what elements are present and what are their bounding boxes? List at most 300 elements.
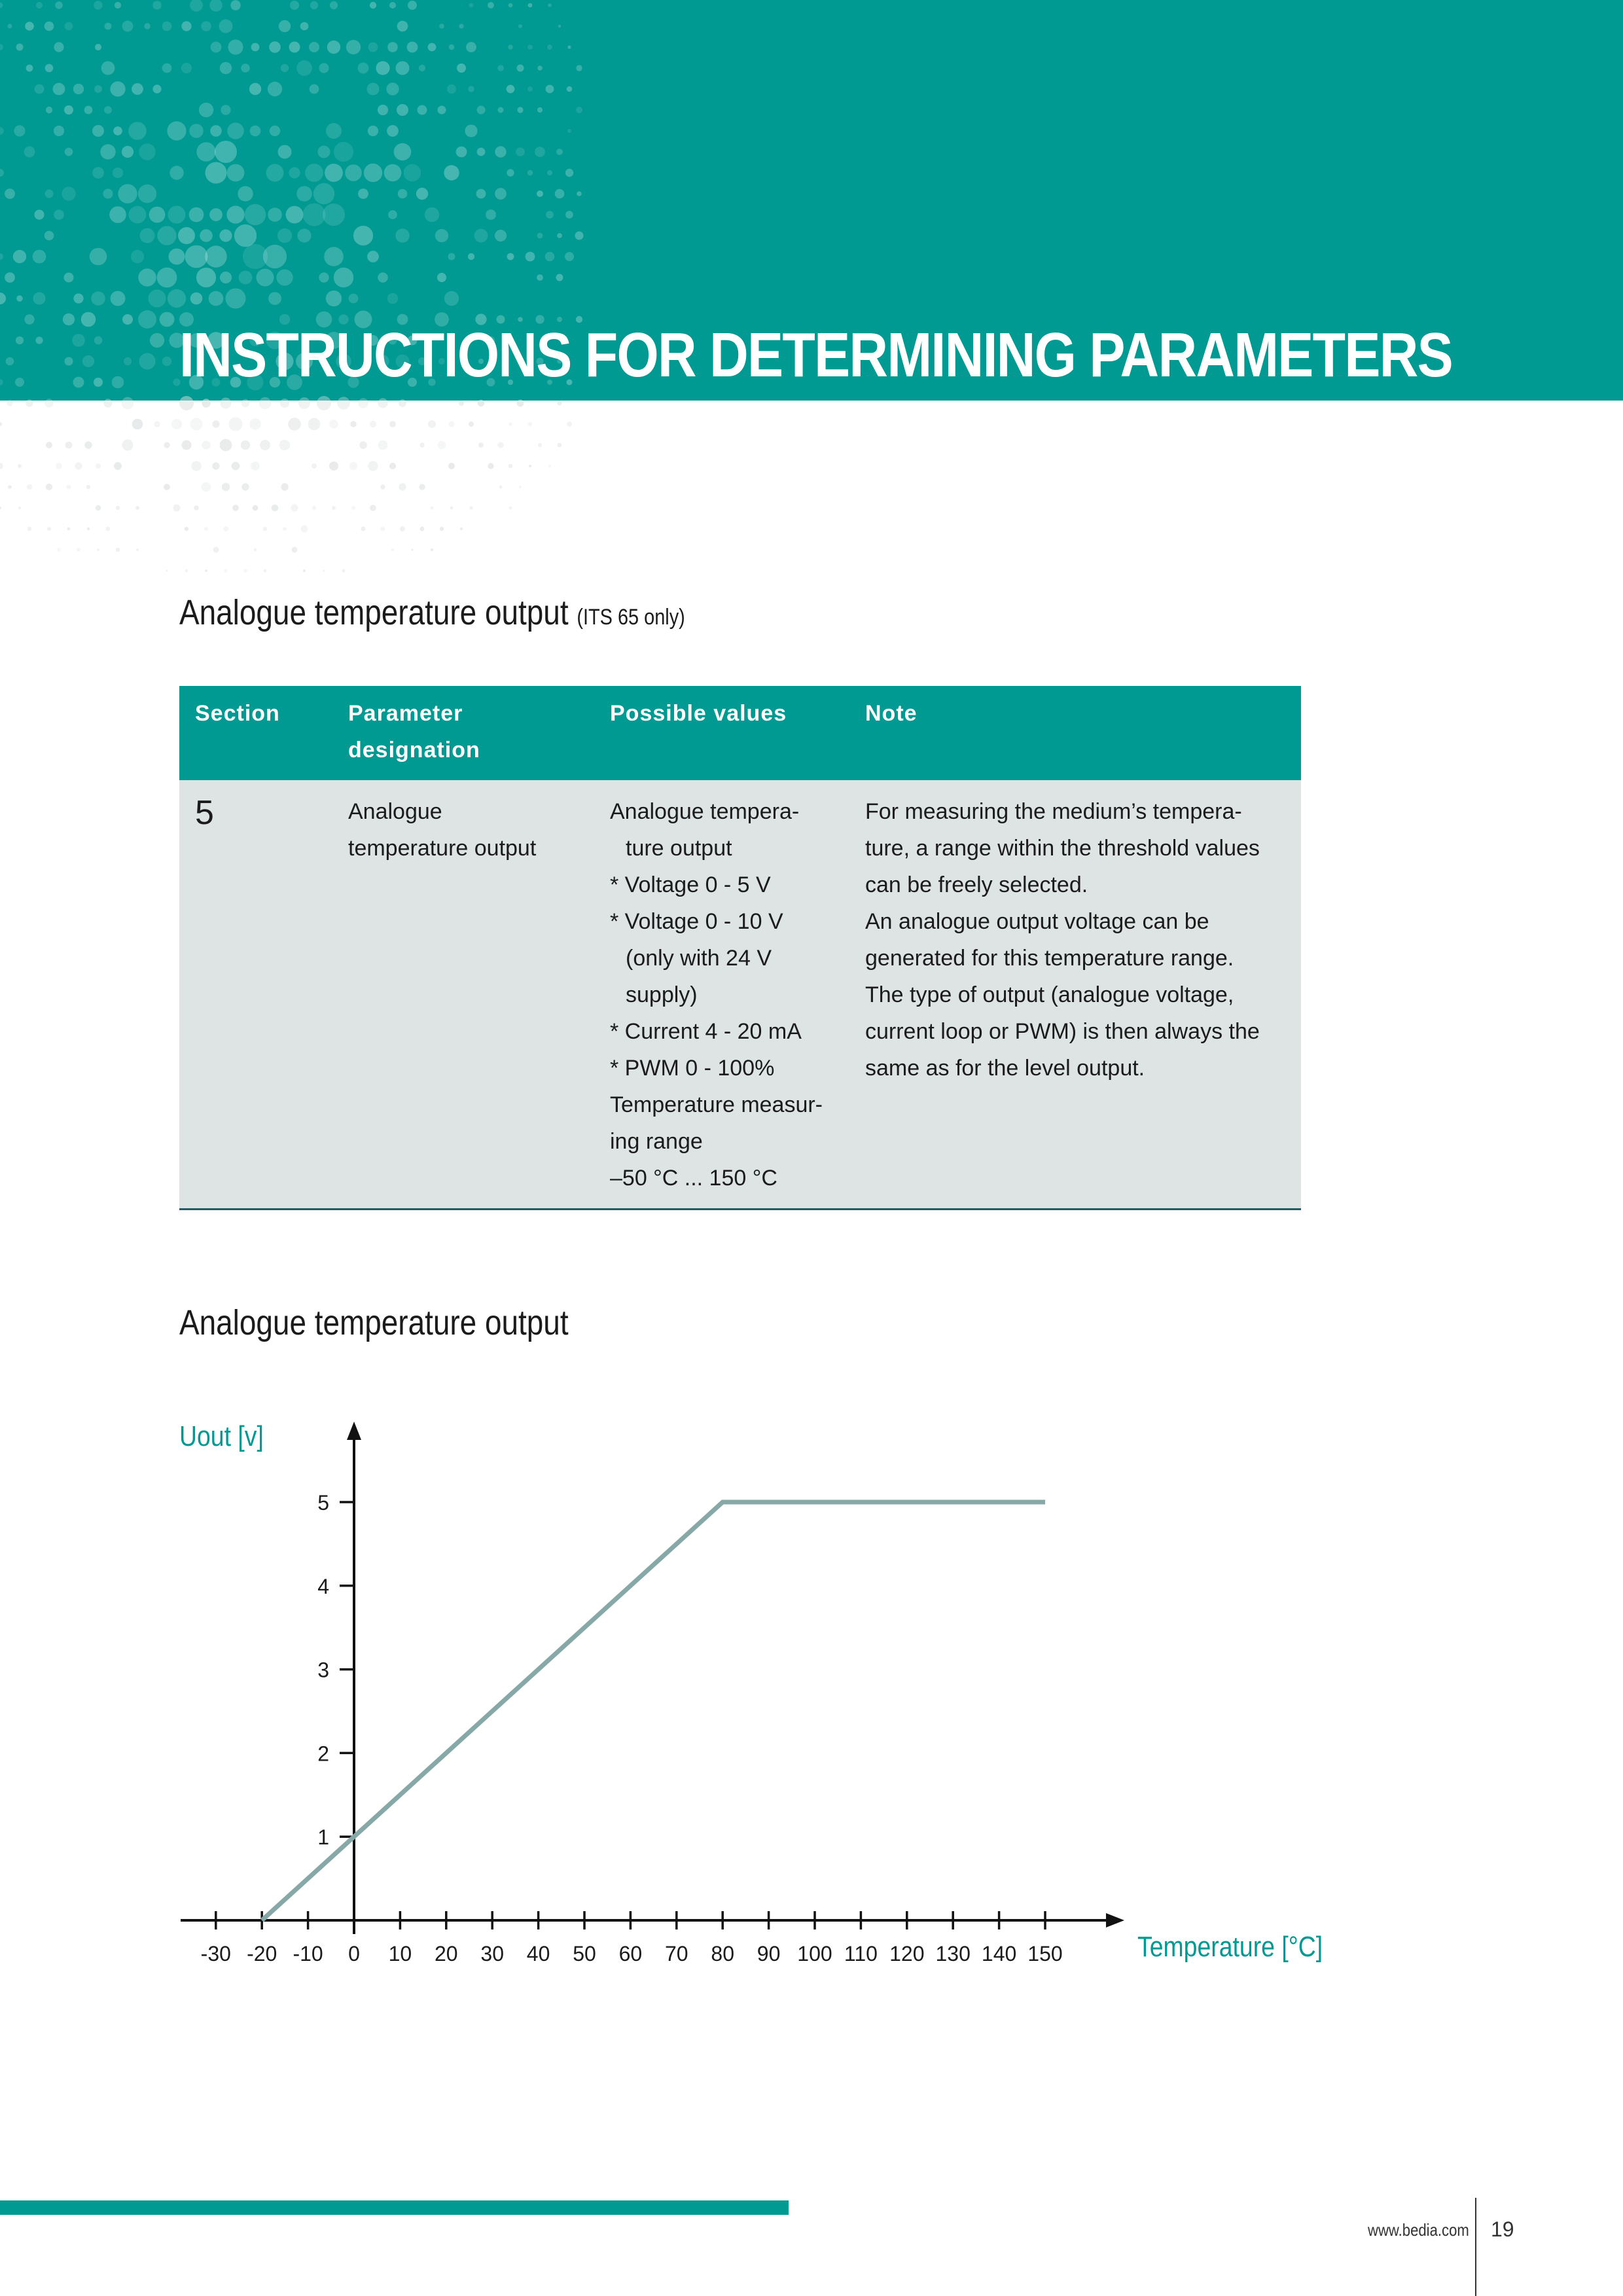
output-voltage-line	[262, 1502, 1045, 1920]
decorative-dot	[358, 63, 369, 74]
decorative-dot	[202, 399, 210, 407]
x-tick-label: 100	[797, 1942, 832, 1965]
decorative-dot	[558, 25, 561, 27]
decorative-dot	[407, 42, 418, 53]
decorative-dot	[0, 44, 3, 50]
decorative-dot	[272, 505, 279, 512]
x-tick-label: 120	[889, 1942, 925, 1965]
decorative-dot	[238, 186, 253, 201]
x-tick-label: 90	[757, 1942, 781, 1965]
decorative-dot	[387, 125, 399, 137]
decorative-dot	[349, 294, 359, 304]
decorative-dot	[82, 355, 94, 367]
decorative-dot	[387, 42, 398, 52]
decorative-dot	[154, 421, 160, 427]
decorative-dot	[346, 40, 361, 54]
decorative-dot	[254, 548, 257, 552]
cell-parameter	[332, 780, 594, 1210]
decorative-dot	[138, 310, 156, 329]
decorative-dot	[27, 484, 32, 490]
decorative-dot	[577, 191, 581, 196]
decorative-dot	[449, 422, 455, 427]
decorative-dot	[122, 314, 133, 325]
decorative-dot	[6, 357, 14, 366]
decorative-dot	[209, 0, 223, 12]
decorative-dot	[243, 569, 247, 573]
decorative-dot	[189, 124, 204, 138]
decorative-dot	[278, 145, 292, 159]
decorative-dot	[181, 21, 191, 31]
value-line: (only with 24 V	[626, 946, 772, 971]
y-axis-label: Uout [v]	[179, 1420, 264, 1452]
decorative-dot	[220, 272, 232, 283]
decorative-dot	[199, 103, 213, 117]
decorative-dot	[33, 292, 45, 304]
decorative-dot	[54, 42, 63, 52]
decorative-dot	[132, 419, 143, 430]
decorative-dot	[113, 168, 123, 178]
x-tick-label: -30	[200, 1942, 231, 1965]
decorative-dot	[444, 291, 459, 306]
decorative-dot	[46, 107, 52, 113]
decorative-dot	[537, 190, 543, 197]
decorative-dot	[290, 1, 299, 10]
table-section-heading	[179, 592, 685, 633]
decorative-dot	[205, 569, 207, 572]
decorative-dot	[444, 165, 459, 180]
parameter-table	[179, 686, 1301, 1210]
header-param-line: Parameter	[348, 701, 463, 726]
decorative-dot	[228, 39, 243, 54]
decorative-dot	[345, 164, 362, 181]
decorative-dot	[226, 206, 244, 223]
decorative-dot	[232, 505, 239, 511]
decorative-dot	[368, 43, 378, 52]
decorative-dot	[116, 548, 120, 552]
decorative-dot	[65, 22, 73, 31]
decorative-dot	[474, 229, 488, 243]
decorative-dot	[529, 465, 531, 467]
y-tick-label: 1	[317, 1825, 329, 1850]
footer-accent-bar	[0, 2200, 789, 2215]
decorative-dot	[45, 22, 54, 31]
decorative-dot	[257, 269, 274, 287]
decorative-dot	[535, 147, 545, 157]
decorative-dot	[55, 1, 63, 9]
y-tick-label: 3	[317, 1658, 329, 1682]
decorative-dot	[16, 295, 23, 302]
decorative-dot	[378, 440, 388, 450]
decorative-dot	[279, 20, 291, 32]
decorative-dot	[16, 44, 24, 51]
decorative-dot	[46, 442, 52, 448]
decorative-dot	[215, 141, 237, 163]
decorative-dot	[416, 188, 428, 200]
table-row	[179, 780, 1301, 1210]
decorative-dot	[387, 293, 399, 304]
y-tick-label: 5	[317, 1491, 329, 1515]
decorative-dot	[162, 63, 172, 73]
decorative-dot	[300, 22, 309, 31]
decorative-dot	[0, 507, 1, 509]
decorative-dot	[364, 164, 382, 182]
value-line: supply)	[626, 982, 698, 1007]
decorative-dot	[334, 142, 353, 162]
decorative-dot	[486, 209, 496, 220]
header-possible-values: Possible values	[594, 686, 849, 780]
decorative-dot	[114, 462, 122, 470]
decorative-dot	[196, 268, 216, 287]
decorative-dot	[548, 465, 551, 467]
decorative-dot	[7, 24, 12, 28]
decorative-dot	[419, 65, 425, 71]
decorative-dot	[527, 86, 533, 92]
decorative-dot	[361, 526, 365, 531]
decorative-dot	[478, 442, 484, 448]
decorative-dot	[122, 397, 134, 410]
decorative-dot	[124, 357, 132, 365]
decorative-dot	[399, 399, 406, 407]
note-line: current loop or PWM) is then always the	[865, 1019, 1260, 1044]
decorative-dot	[312, 463, 317, 469]
decorative-dot	[507, 169, 514, 176]
decorative-dot	[260, 440, 270, 450]
decorative-dot	[264, 569, 267, 573]
decorative-dot	[72, 334, 85, 347]
decorative-dot	[497, 65, 504, 71]
decorative-dot	[527, 170, 533, 176]
decorative-dot	[116, 506, 120, 510]
decorative-dot	[167, 121, 186, 140]
decorative-dot	[268, 82, 282, 96]
cell-section: 5	[179, 780, 332, 1210]
footer-url: www.bedia.com	[1368, 2220, 1469, 2240]
decorative-dot	[495, 146, 506, 157]
decorative-dot	[97, 548, 99, 550]
decorative-dot	[326, 291, 342, 306]
decorative-dot	[263, 527, 268, 531]
decorative-dot	[152, 1, 162, 10]
decorative-dot	[545, 252, 554, 261]
decorative-dot	[129, 206, 147, 224]
decorative-dot	[222, 483, 230, 492]
decorative-dot	[516, 147, 525, 156]
decorative-dot	[103, 399, 112, 407]
decorative-dot	[190, 418, 202, 430]
decorative-dot	[395, 228, 409, 242]
decorative-dot	[122, 439, 133, 450]
footer-divider	[1475, 2198, 1476, 2296]
decorative-dot	[468, 86, 474, 92]
decorative-dot	[370, 421, 376, 427]
decorative-dot	[289, 167, 300, 178]
page-title: INSTRUCTIONS FOR DETERMINING PARAMETERS	[179, 320, 1452, 390]
decorative-dot	[35, 84, 45, 94]
decorative-dot	[380, 484, 385, 489]
decorative-dot	[8, 485, 12, 489]
decorative-dot	[288, 418, 301, 431]
chart-section-heading: Analogue temperature output	[179, 1303, 569, 1342]
decorative-dot	[259, 397, 271, 409]
decorative-dot	[411, 548, 413, 550]
decorative-dot	[425, 207, 440, 223]
y-tick-label: 2	[317, 1742, 329, 1766]
decorative-dot	[201, 21, 211, 31]
decorative-dot	[81, 312, 96, 327]
decorative-dot	[507, 253, 514, 260]
decorative-dot	[171, 419, 182, 429]
decorative-dot	[358, 398, 368, 408]
decorative-dot	[24, 314, 34, 324]
decorative-dot	[249, 418, 261, 430]
decorative-dot	[96, 463, 101, 469]
decorative-dot	[323, 569, 325, 572]
decorative-dot	[508, 506, 512, 509]
decorative-dot	[268, 207, 282, 222]
decorative-dot	[54, 209, 64, 220]
decorative-dot	[0, 169, 4, 177]
decorative-dot	[368, 461, 378, 471]
decorative-dot	[100, 144, 115, 159]
decorative-dot	[220, 439, 232, 452]
decorative-dot	[277, 228, 292, 243]
x-tick-label: -20	[247, 1942, 277, 1965]
cell-values	[594, 780, 849, 1210]
decorative-dot	[266, 164, 284, 182]
decorative-dot	[310, 84, 319, 94]
decorative-dot	[305, 164, 323, 182]
decorative-dot	[508, 464, 512, 468]
decorative-dot	[477, 106, 486, 115]
decorative-dot	[312, 506, 316, 510]
decorative-dot	[224, 569, 228, 573]
decorative-dot	[234, 224, 257, 247]
x-tick-label: -10	[293, 1942, 323, 1965]
decorative-dot	[397, 21, 408, 32]
decorative-dot	[394, 143, 412, 161]
decorative-dot	[26, 399, 33, 406]
decorative-dot	[0, 253, 3, 260]
decorative-dot	[323, 204, 345, 226]
decorative-dot	[537, 65, 543, 71]
decorative-dot	[537, 107, 543, 113]
decorative-dot	[389, 2, 396, 9]
decorative-dot	[239, 271, 253, 285]
decorative-dot	[13, 250, 26, 263]
decorative-dot	[334, 268, 353, 287]
decorative-dot	[144, 23, 150, 29]
decorative-dot	[157, 268, 177, 288]
decorative-dot	[223, 526, 228, 531]
decorative-dot	[469, 506, 473, 509]
decorative-dot	[211, 42, 222, 53]
decorative-dot	[419, 484, 425, 490]
decorative-dot	[370, 2, 376, 9]
decorative-dot	[112, 376, 124, 389]
decorative-dot	[212, 420, 219, 427]
decorative-dot	[350, 421, 356, 427]
heading-suffix: (ITS 65 only)	[577, 605, 685, 630]
decorative-dot	[495, 188, 507, 200]
decorative-dot	[251, 43, 260, 52]
decorative-dot	[428, 43, 437, 52]
decorative-dot	[435, 229, 448, 242]
decorative-dot	[232, 462, 240, 471]
decorative-dot	[221, 398, 232, 409]
decorative-dot	[546, 85, 554, 94]
decorative-dot	[517, 400, 524, 407]
decorative-dot	[0, 3, 3, 9]
decorative-dot	[110, 81, 125, 96]
decorative-dot	[26, 65, 33, 72]
decorative-dot	[396, 62, 410, 75]
decorative-dot	[205, 245, 226, 267]
decorative-dot	[205, 162, 227, 184]
decorative-dot	[528, 422, 532, 426]
decorative-dot	[139, 143, 156, 160]
decorative-dot	[557, 401, 562, 405]
decorative-dot	[329, 461, 338, 471]
decorative-dot	[219, 20, 233, 33]
decorative-dot	[469, 422, 474, 427]
decorative-dot	[202, 482, 211, 492]
decorative-dot	[378, 398, 387, 408]
decorative-dot	[212, 462, 219, 469]
decorative-dot	[349, 462, 357, 470]
decorative-dot	[386, 82, 399, 95]
decorative-dot	[220, 62, 232, 75]
decorative-dot	[398, 189, 408, 199]
decorative-dot	[448, 463, 455, 469]
decorative-dot	[330, 1, 338, 9]
decorative-dot	[420, 527, 425, 531]
decorative-dot	[438, 441, 446, 450]
decorative-dot	[0, 422, 2, 426]
decorative-dot	[241, 440, 251, 450]
x-tick-label: 80	[711, 1942, 734, 1965]
decorative-dot	[45, 189, 53, 198]
decorative-dot	[87, 528, 90, 530]
decorative-dot	[469, 3, 474, 8]
decorative-dot	[164, 442, 169, 448]
decorative-dot	[162, 357, 172, 367]
header-param-line: designation	[348, 738, 480, 762]
decorative-dot	[280, 399, 289, 408]
y-tick-label: 4	[317, 1574, 329, 1598]
x-tick-label: 30	[480, 1942, 504, 1965]
decorative-dot	[209, 291, 224, 306]
decorative-dot	[397, 104, 408, 116]
y-axis-arrow	[347, 1422, 361, 1440]
decorative-dot	[181, 63, 192, 73]
decorative-dot	[91, 291, 105, 305]
decorative-dot	[289, 42, 300, 53]
decorative-dot	[430, 506, 433, 509]
decorative-dot	[276, 269, 293, 285]
decorative-dot	[5, 272, 15, 283]
decorative-dot	[64, 273, 74, 283]
decorative-dot	[281, 64, 289, 72]
decorative-dot	[27, 527, 32, 531]
decorative-dot	[381, 527, 385, 531]
decorative-dot	[450, 507, 454, 510]
note-line: can be freely selected.	[865, 872, 1088, 897]
note-line: ture, a range within the threshold values	[865, 836, 1260, 861]
param-line: temperature output	[348, 836, 537, 861]
x-tick-label: 150	[1027, 1942, 1063, 1965]
decorative-dot	[575, 232, 584, 240]
decorative-dot	[101, 62, 115, 75]
decorative-dot	[36, 2, 43, 9]
decorative-dot	[168, 289, 186, 308]
decorative-dot	[296, 60, 312, 76]
decorative-dot	[292, 547, 298, 553]
decorative-dot	[327, 41, 340, 54]
decorative-dot	[250, 126, 261, 137]
decorative-dot	[241, 483, 249, 490]
decorative-dot	[303, 569, 306, 572]
decorative-dot	[378, 105, 388, 115]
header-parameter-designation	[332, 686, 594, 780]
decorative-dot	[449, 45, 454, 50]
decorative-dot	[118, 184, 137, 203]
x-tick-label: 0	[348, 1942, 360, 1965]
decorative-dot	[226, 289, 246, 309]
x-tick-label: 110	[844, 1942, 878, 1965]
decorative-dot	[309, 42, 319, 52]
decorative-dot	[122, 21, 134, 32]
decorative-dot	[358, 188, 368, 199]
header-note: Note	[849, 686, 1301, 780]
decorative-dot	[35, 336, 43, 344]
decorative-dot	[329, 420, 338, 429]
decorative-dot	[213, 547, 219, 553]
decorative-dot	[221, 105, 230, 115]
value-line: –50 °C ... 150 °C	[610, 1166, 777, 1191]
decorative-dot	[497, 442, 504, 448]
decorative-dot	[219, 229, 232, 242]
note-line: The type of output (analogue voltage,	[865, 982, 1234, 1007]
decorative-dot	[94, 378, 103, 387]
decorative-dot	[466, 42, 476, 52]
decorative-dot	[47, 527, 51, 531]
decorative-dot	[204, 527, 208, 531]
decorative-dot	[84, 441, 92, 449]
value-line: Temperature measur-	[610, 1092, 823, 1117]
decorative-dot	[567, 86, 573, 92]
decorative-dot	[447, 84, 456, 94]
decorative-dot	[291, 504, 298, 511]
decorative-dot	[25, 22, 34, 31]
decorative-dot	[86, 485, 91, 490]
decorative-dot	[122, 146, 134, 158]
header-section: Section	[179, 686, 332, 780]
decorative-dot	[565, 211, 573, 219]
decorative-dot	[537, 233, 543, 239]
decorative-dot	[56, 463, 62, 469]
decorative-dot	[437, 273, 446, 282]
decorative-dot	[230, 0, 240, 10]
decorative-dot	[488, 2, 494, 9]
decorative-dot	[546, 211, 554, 219]
decorative-dot	[200, 229, 213, 242]
decorative-dot	[376, 61, 389, 75]
decorative-dot	[94, 1, 103, 10]
decorative-dot	[283, 527, 287, 531]
decorative-dot	[508, 45, 512, 49]
x-tick-label: 20	[435, 1942, 458, 1965]
decorative-dot	[557, 233, 562, 238]
